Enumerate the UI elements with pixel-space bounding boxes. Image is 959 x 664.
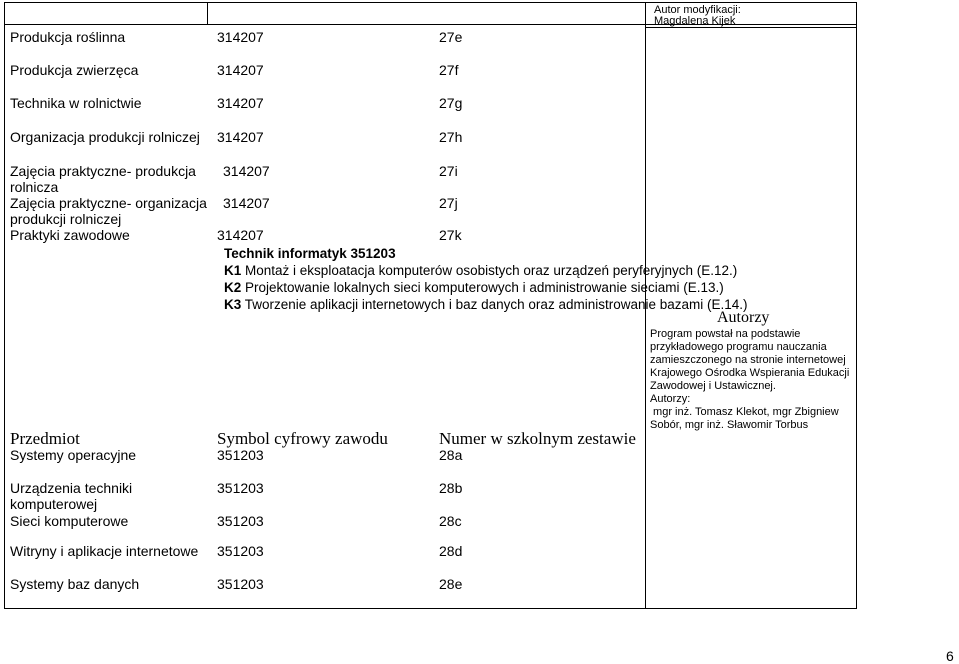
code-cell: 351203 <box>217 576 264 592</box>
code-cell: 314207 <box>217 95 264 111</box>
number-cell: 27i <box>439 163 458 179</box>
subject-cell: Produkcja roślinna <box>10 29 126 45</box>
column-divider <box>207 2 208 24</box>
qualification-text: Tworzenie aplikacji internetowych i baz danych oraz administrowanie bazami (E.14.) <box>244 297 748 312</box>
subject-cell: Sieci komputerowe <box>10 513 129 529</box>
header-code: Symbol cyfrowy zawodu <box>217 429 388 448</box>
number-cell: 28c <box>439 513 462 529</box>
code-cell: 314207 <box>217 129 264 145</box>
subject-cell: Systemy operacyjne <box>10 447 137 463</box>
header-number: Numer w szkolnym zestawie <box>439 429 636 448</box>
qualification-text: Projektowanie lokalnych sieci komputerowych i administrowanie sieciami (E.13.) <box>245 280 724 295</box>
page-number: 6 <box>946 648 954 664</box>
number-cell: 27e <box>439 29 463 45</box>
code-cell: 351203 <box>217 543 264 559</box>
number-cell: 28b <box>439 480 463 496</box>
number-cell: 28a <box>439 447 463 463</box>
authors-note-line: zamieszczonego na stronie internetowej <box>650 354 846 366</box>
subject-cell: Witryny i aplikacje internetowe <box>10 543 199 559</box>
subject-cell: Zajęcia praktyczne- produkcja <box>10 163 196 179</box>
number-cell: 27h <box>439 129 463 145</box>
qualification-k2 <box>224 279 724 296</box>
qualification-code: K3 <box>224 297 242 312</box>
header-subject: Przedmiot <box>10 429 80 448</box>
subject-cell-cont: produkcji rolniczej <box>10 211 122 227</box>
author-mod-label: Autor modyfikacji: <box>654 4 741 16</box>
qualification-k3 <box>224 296 748 313</box>
subject-cell: Systemy baz danych <box>10 576 140 592</box>
authors-note-line: przykładowego programu nauczania <box>650 341 827 353</box>
authors-note-line: mgr inż. Tomasz Klekot, mgr Zbigniew <box>650 406 839 418</box>
qualification-k1 <box>224 262 737 279</box>
code-cell: 314207 <box>217 29 264 45</box>
technik-title: Technik informatyk 351203 <box>224 246 396 261</box>
subject-cell-cont: rolnicza <box>10 179 59 195</box>
subject-cell: Urządzenia techniki <box>10 480 133 496</box>
number-cell: 28e <box>439 576 463 592</box>
number-cell: 27k <box>439 227 462 243</box>
code-cell: 314207 <box>223 163 270 179</box>
subject-cell: Organizacja produkcji rolniczej <box>10 129 200 145</box>
subject-cell-cont: komputerowej <box>10 496 98 512</box>
subject-cell: Produkcja zwierzęca <box>10 62 139 78</box>
qualification-code: K2 <box>224 280 242 295</box>
code-cell: 314207 <box>217 62 264 78</box>
number-cell: 27g <box>439 95 463 111</box>
authors-note-line: Sobór, mgr inż. Sławomir Torbus <box>650 419 809 431</box>
code-cell: 351203 <box>217 480 264 496</box>
authors-note-line: Krajowego Ośrodka Wspierania Edukacji <box>650 367 850 379</box>
subject-cell: Zajęcia praktyczne- organizacja <box>10 195 207 211</box>
qualification-text: Montaż i eksploatacja komputerów osobistych oraz urządzeń peryferyjnych (E.12.) <box>245 263 738 278</box>
subject-cell: Technika w rolnictwie <box>10 95 142 111</box>
number-cell: 27j <box>439 195 458 211</box>
authors-note-line: Autorzy: <box>650 393 691 405</box>
authors-note-line: Program powstał na podstawie <box>650 328 801 340</box>
code-cell: 351203 <box>217 447 264 463</box>
authors-note-line: Zawodowej i Ustawicznej. <box>650 380 776 392</box>
author-mod-name: Magdalena Kijek <box>654 15 736 27</box>
code-cell: 351203 <box>217 513 264 529</box>
code-cell: 314207 <box>217 227 264 243</box>
code-cell: 314207 <box>223 195 270 211</box>
subject-cell: Praktyki zawodowe <box>10 227 130 243</box>
number-cell: 27f <box>439 62 459 78</box>
number-cell: 28d <box>439 543 463 559</box>
qualification-code: K1 <box>224 263 242 278</box>
authors-heading: Autorzy <box>717 309 770 326</box>
